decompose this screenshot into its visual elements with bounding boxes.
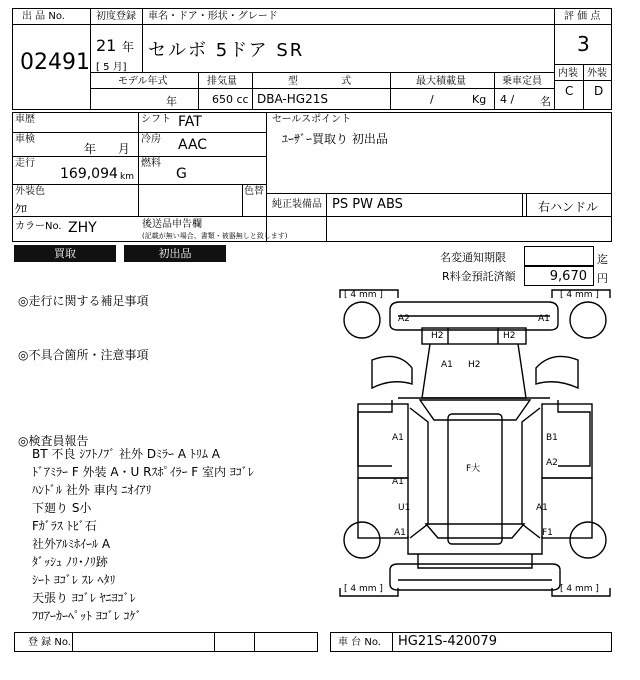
damage-right-rear-quarter: F1 xyxy=(542,528,553,538)
damage-hood-right: H2 xyxy=(468,360,481,370)
inspector-line: BT 不良 ｼﾌﾄﾉﾌﾞ 社外 Dﾐﾗｰ A ﾄﾘﾑ A xyxy=(32,447,220,461)
max-load-label: 最大積載量 xyxy=(416,76,466,87)
registration-label: 登 録 No. xyxy=(28,637,71,648)
postsale-label: 後送品申告欄 xyxy=(142,219,202,230)
mileage-label: 走行 xyxy=(15,158,35,169)
displacement-label: 排気量 xyxy=(207,76,237,87)
recycle-unit: 円 xyxy=(597,272,608,285)
tire-depth-front-left: [ 4 mm ] xyxy=(344,290,383,300)
damage-grille-right: H2 xyxy=(503,331,516,341)
damage-left-front-fender: A1 xyxy=(392,433,404,443)
mileage-value: 169,094 xyxy=(60,166,118,182)
tire-depth-rear-right: [ 4 mm ] xyxy=(560,584,599,594)
sales-point-value: ﾕｰｻﾞｰ買取り 初出品 xyxy=(282,132,388,146)
transfer-deadline-label: 名変通知期限 xyxy=(440,251,506,264)
damage-roof: F大 xyxy=(466,464,481,474)
inspector-line: 下廻り S小 xyxy=(32,501,92,515)
genuine-equipment-label: 純正装備品 xyxy=(272,199,322,210)
exterior-label: 外装 xyxy=(587,68,607,79)
car-name-label: 車名・ドア・形状・グレード xyxy=(148,11,278,22)
recycle-fee-box xyxy=(524,266,594,286)
displacement-value: 650 cc xyxy=(212,93,249,106)
model-year-unit: 年 xyxy=(166,95,177,108)
inspector-line: Fｶﾞﾗｽ ﾄﾋﾞ石 xyxy=(32,519,97,533)
model-year-label: モデル年式 xyxy=(118,76,168,87)
score-label: 評 価 点 xyxy=(564,11,601,22)
buyback-badge: 買取 xyxy=(14,245,116,262)
shift-label: シフト xyxy=(141,114,171,125)
mileage-unit: km xyxy=(120,172,134,182)
capacity-value: 4 / xyxy=(500,93,515,106)
model-label: 型 式 xyxy=(288,76,352,87)
max-load-value: / xyxy=(430,93,434,106)
shift-value: FAT xyxy=(178,114,202,130)
capacity-unit: 名 xyxy=(540,95,551,108)
ac-label: 冷房 xyxy=(141,134,161,145)
damage-right-rear-door: A1 xyxy=(536,503,548,513)
first-listing-badge: 初出品 xyxy=(124,245,226,262)
tire-depth-front-right: [ 4 mm ] xyxy=(560,290,599,300)
driving-notes-title: ◎走行に関する補足事項 xyxy=(18,294,149,308)
fuel-value: G xyxy=(176,166,187,182)
color-no-label: カラーNo. xyxy=(15,221,62,232)
first-reg-label: 初度登録 xyxy=(96,11,136,22)
recycle-fee-label: R料金預託済額 xyxy=(442,270,516,283)
first-reg-year: 21 xyxy=(96,36,117,55)
interior-label: 内装 xyxy=(558,68,578,79)
transfer-deadline-box xyxy=(524,246,594,266)
interior-grade: C xyxy=(565,84,574,98)
exterior-color-label: 外装色 xyxy=(15,186,45,197)
inspector-line: 天張り ﾖｺﾞﾚ ﾔﾆﾖｺﾞﾚ xyxy=(32,591,136,605)
damage-diagram xyxy=(338,288,612,628)
inspector-line: ｼｰﾄ ﾖｺﾞﾚ ｽﾚ ﾍﾀﾘ xyxy=(32,573,116,587)
first-reg-year-unit: 年 xyxy=(122,40,135,54)
inspection-label: 車検 xyxy=(15,134,35,145)
score-value: 3 xyxy=(577,32,590,56)
lot-number: 02491 xyxy=(20,50,90,75)
recycle-fee-value: 9,670 xyxy=(549,269,587,284)
damage-grille-left: H2 xyxy=(431,331,444,341)
damage-front-bumper-right: A1 xyxy=(538,314,550,324)
damage-left-front-door: A1 xyxy=(392,477,404,487)
fuel-label: 燃料 xyxy=(141,158,161,169)
car-outline xyxy=(338,288,612,628)
inspector-line: ﾌﾛｱｰｶｰﾍﾟｯﾄ ﾖｺﾞﾚ ｺｹﾞ xyxy=(32,609,142,623)
car-name: セルボ 5ドア SR xyxy=(148,40,305,61)
color-no-value: ZHY xyxy=(68,220,97,236)
color-change-label: 色替 xyxy=(244,186,264,197)
lot-number-label: 出 品 No. xyxy=(22,11,65,22)
damage-front-bumper-left: A2 xyxy=(398,314,410,324)
inspector-line: ﾀﾞｯｼｭ ﾉﾘ･ﾉﾘ跡 xyxy=(32,555,108,569)
transfer-unit: 迄 xyxy=(597,253,608,266)
inspector-line: 社外ｱﾙﾐﾎｲｰﾙ A xyxy=(32,537,111,551)
capacity-label: 乗車定員 xyxy=(502,76,542,87)
model-value: DBA-HG21S xyxy=(257,92,328,106)
first-reg-month: [ 5 月] xyxy=(96,62,127,73)
inspector-report-title: ◎検査員報告 xyxy=(18,434,89,448)
equipment-value: PS PW ABS xyxy=(332,197,403,212)
inspector-line: ﾄﾞｱﾐﾗｰ F 外装 A・U Rｽﾎﾟｲﾗｰ F 室内 ﾖｺﾞﾚ xyxy=(32,465,254,479)
chassis-label: 車 台 No. xyxy=(338,637,381,648)
history-label: 車歴 xyxy=(15,114,35,125)
sales-point-label: セールスポイント xyxy=(272,114,352,125)
postsale-note: (記載が無い場合、書類・被器無しと致します) xyxy=(142,232,288,240)
exterior-color-value: ｸﾛ xyxy=(15,202,28,216)
damage-right-front-door: A2 xyxy=(546,458,558,468)
tire-depth-rear-left: [ 4 mm ] xyxy=(344,584,383,594)
exterior-grade: D xyxy=(594,84,604,98)
max-load-unit: Kg xyxy=(472,93,487,106)
inspection-value: 年 月 xyxy=(84,142,130,156)
chassis-number: HG21S-420079 xyxy=(398,634,497,649)
damage-hood-left: A1 xyxy=(441,360,453,370)
defects-title: ◎不具合箇所・注意事項 xyxy=(18,348,149,362)
damage-left-rear-door: U1 xyxy=(398,503,411,513)
inspector-line: ﾊﾝﾄﾞﾙ 社外 車内 ﾆｵｲｱﾘ xyxy=(32,483,152,497)
ac-value: AAC xyxy=(178,137,208,153)
handle-value: 右ハンドル xyxy=(538,200,599,214)
damage-left-rear-quarter: A1 xyxy=(394,528,406,538)
damage-right-front-fender: B1 xyxy=(546,433,558,443)
